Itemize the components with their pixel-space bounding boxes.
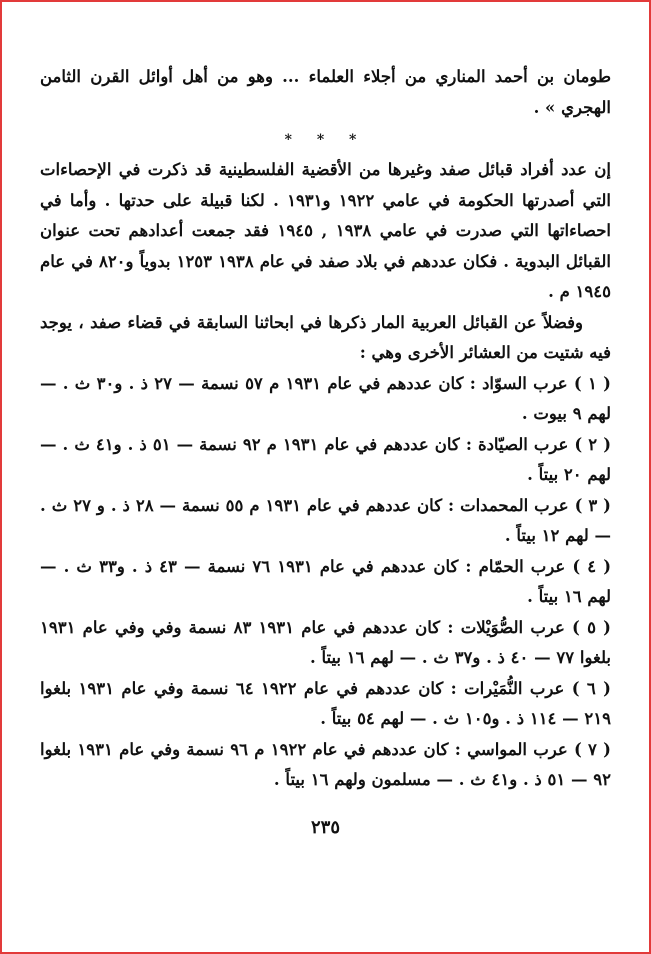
page-body [40,62,611,796]
page-number: ٢٣٥ [310,817,340,838]
census-paragraph: إن عدد أفراد قبائل صفد وغيرها من الأقضية الفلسطينية قد ذكرت في الإحصاءات التي أصدرتها الحكومة في عامي ١٩٢٢ و١٩٣١ . لكنا قبيلة على حدتها . وأما في احصاءاتها التي صدرت في عامي ١٩٣٨ , ١٩٤٥ فقد جمعت أعدادهم تحت عنوان القبائل البدوية . فكان عددهم في بلاد صفد في عام ١٩٣٨ ١٢٥٣ بدوياً و٨٢٠ في عام ١٩٤٥ م . [40,160,612,301]
tribe-entry-2: ( ٢ ) عرب الصيّادة : كان عددهم في عام ١٩٣١ م ٩٢ نسمة — ٥١ ذ . و٤١ ث . — لهم ٢٠ بيتاً . [40,434,612,484]
tribe-entry-7: ( ٧ ) عرب المواسي : كان عددهم في عام ١٩٢٢ م ٩٦ نسمة وفي عام ١٩٣١ بلغوا ٩٢ — ٥١ ذ . و٤١ ث . — مسلمون ولهم ١٦ بيتاً . [40,739,611,789]
section-separator: * * * [284,132,367,148]
tribe-entry-5: ( ٥ ) عرب الصُّوَيْلات : كان عددهم في عام ١٩٣١ ٨٣ نسمة وفي وفي عام ١٩٣١ بلغوا ٧٧ — ٤٠ ذ . و٣٧ ث . — لهم ١٦ بيتاً . [40,617,611,667]
tribe-entry-6: ( ٦ ) عرب النُّمَيْرات : كان عددهم في عام ١٩٢٢ ٦٤ نسمة وفي عام ١٩٣١ بلغوا ٢١٩ — ١١٤ ذ . و١٠٥ ث . — لهم ٥٤ بيتاً . [40,678,611,728]
tribe-list [40,369,611,796]
opening-paragraph: طومان بن أحمد المناري من أجلاء العلماء ... وهو من أهل أوائل القرن الثامن الهجري » . [40,67,611,117]
tribe-entry-1: ( ١ ) عرب السوّاد : كان عددهم في عام ١٩٣١ م ٥٧ نسمة — ٢٧ ذ . و٣٠ ث . — لهم ٩ بيوت . [40,373,611,423]
tribe-entry-3: ( ٣ ) عرب المحمدات : كان عددهم في عام ١٩٣١ م ٥٥ نسمة — ٢٨ ذ . و ٢٧ ث . — لهم ١٢ بيتاً . [40,495,611,545]
tribe-entry-4: ( ٤ ) عرب الحمّام : كان عددهم في عام ١٩٣١ ٧٦ نسمة — ٤٣ ذ . و٣٣ ث . — لهم ١٦ بيتاً . [40,556,612,606]
list-intro-paragraph: وفضلاً عن القبائل العربية المار ذكرها في ابحاثنا السابقة في قضاء صفد ، يوجد فيه شتيت من العشائر الأخرى وهي : [40,312,611,362]
